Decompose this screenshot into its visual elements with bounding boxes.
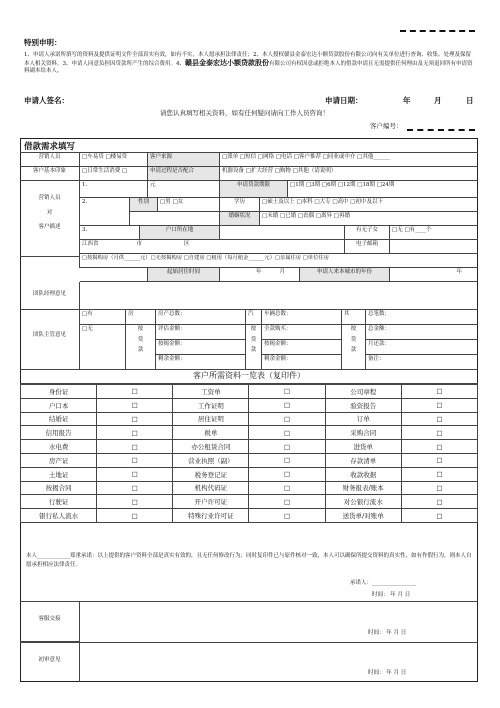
document-name: 办公租赁合同	[173, 440, 249, 454]
residence-time-input[interactable]: 年 月	[220, 268, 300, 282]
company-name: 赣县金泰宏达小额贷款股份	[185, 57, 270, 67]
document-checkbox[interactable]: □	[249, 495, 325, 509]
document-row	[21, 453, 478, 467]
document-name: 工资单	[173, 385, 249, 399]
marital-label: 婚姻状况	[220, 212, 260, 226]
document-name: 土地证	[21, 467, 97, 481]
client-source-options[interactable]: □派单 □短信 □网络 □电话 □客户推荐 □同业或中介 □其他______	[220, 153, 478, 167]
education-options[interactable]: □硕士及以上 □本科 □大专 □高中 □初中及以下	[260, 198, 478, 212]
initial-review-label: 初审意见	[20, 643, 80, 682]
loan-amount-unit[interactable]: 元	[148, 181, 220, 198]
application-date-label[interactable]: 申请日期：	[325, 96, 363, 105]
gender-label: 性别	[130, 198, 158, 212]
document-name: 开户许可证	[173, 495, 249, 509]
basic-impression-options[interactable]: □日常生活消费 □	[80, 167, 148, 181]
document-name: 对公银行流水	[325, 495, 401, 509]
process-cooperation-label: 申请过程是否配合	[148, 167, 220, 181]
description-item-2[interactable]: 2.	[80, 198, 130, 226]
description-item-3[interactable]: 3.	[80, 226, 140, 240]
instruction-text: 请您认真填写相关资料，如有任何疑问请向工作人员咨询！	[160, 109, 329, 117]
document-checkbox[interactable]: □	[249, 412, 325, 426]
mortgage-amount[interactable]: 按揭金额：	[156, 340, 246, 355]
document-checkbox[interactable]: □	[249, 453, 325, 467]
document-row	[21, 467, 478, 481]
document-name: 工作证明	[173, 398, 249, 412]
notice-heading: 特别申明：	[24, 38, 62, 47]
car-remaining-amount[interactable]: 剩余金额：	[262, 355, 342, 370]
education-label: 学历	[220, 198, 260, 212]
document-row	[21, 509, 478, 523]
document-name: 税单	[173, 426, 249, 440]
purpose-options[interactable]: 机器设备 □扩大经营 □购物 □其他（请说明）	[220, 167, 478, 181]
remaining-amount[interactable]: 剩余金额：	[156, 355, 246, 370]
other-char: 其	[342, 310, 366, 325]
document-checkbox[interactable]: □	[249, 385, 325, 399]
gender-options[interactable]: □男 □女	[158, 198, 220, 212]
document-name: 送货单/对账单	[325, 509, 401, 523]
blank-cell	[130, 212, 220, 226]
document-checkbox[interactable]: □	[401, 412, 477, 426]
section-title: 借款需求填写	[24, 142, 76, 152]
document-name: 身份证	[21, 385, 97, 399]
document-checkbox[interactable]: □	[97, 426, 173, 440]
client-basic-impression-label: 客户基本印象	[20, 167, 80, 181]
document-name: 税务登记证	[173, 467, 249, 481]
document-checkbox[interactable]: □	[97, 440, 173, 454]
document-checklist	[20, 384, 478, 523]
blank-cell	[80, 268, 148, 282]
document-name: 验资报告	[325, 398, 401, 412]
document-row	[21, 481, 478, 495]
car-mortgage-amount[interactable]: 按揭金额：	[262, 340, 342, 355]
car-char: 汽	[246, 310, 262, 325]
car-buy-price[interactable]: 全款购买：	[262, 325, 342, 340]
email-label: 电子邮箱	[345, 240, 390, 254]
document-checkbox[interactable]: □	[97, 467, 173, 481]
document-checkbox[interactable]: □	[249, 398, 325, 412]
promiser-field[interactable]: 承诺人：________________	[350, 580, 417, 586]
eval-amount[interactable]: 评估金额：	[156, 325, 246, 340]
document-name: 房产证	[21, 453, 97, 467]
document-checkbox[interactable]: □	[401, 440, 477, 454]
review-date[interactable]: 时间： 年 月 日	[368, 670, 407, 676]
document-checkbox[interactable]: □	[97, 412, 173, 426]
document-name: 户口本	[21, 398, 97, 412]
team-supervisor-label: 团队主管意见	[20, 310, 80, 370]
document-name: 进货单	[325, 440, 401, 454]
commitment-date[interactable]: 时间： 年 月 日	[372, 592, 411, 598]
team-manager-label: 团队经理意见	[20, 282, 80, 310]
marital-options[interactable]: □未婚 □已婚 □丧偶 □离异 □再婚	[260, 212, 478, 226]
document-name: 居住证明	[173, 412, 249, 426]
local-years-label: 申请人来本城市的年份	[300, 268, 390, 282]
signature-label[interactable]: 申请人签名：	[24, 96, 69, 105]
loan-term-options[interactable]: □1期 □3期 □6期 □12期 □18期 □24期	[288, 181, 478, 198]
other-amount[interactable]: 总金额：	[366, 325, 478, 340]
asset-yes[interactable]: □有	[80, 310, 126, 325]
email-input[interactable]	[390, 240, 478, 254]
blank-cell	[20, 257, 80, 268]
document-checkbox[interactable]: □	[401, 509, 477, 523]
document-name: 采购合同	[325, 426, 401, 440]
client-number-label[interactable]: 客户编号：	[370, 122, 403, 130]
document-checkbox[interactable]: □	[97, 509, 173, 523]
document-name: 机构代码证	[173, 481, 249, 495]
document-name: 银行私人流水	[21, 509, 97, 523]
document-list-title: 客户所需资料一览表（复印件）	[20, 370, 478, 384]
property-total[interactable]: 房产总数：	[156, 310, 246, 325]
hukou-label: 户口所在地	[140, 226, 220, 240]
document-checkbox[interactable]: □	[249, 440, 325, 454]
document-name: 水电费	[21, 440, 97, 454]
notice-body: 1、申请人承诺所填写的资料及提供证明文件全部真实有效，如有不实，本人愿承担法律责任；2、本人授权赣县金泰宏达小额贷款股份有限公司向有关单位进行查询、收集、处理及保留本人相关资料。3、申请人同意负担因贷款所产生的综合费用。4、赣县金泰宏达小额贷款股份有限公司有权因意或拒绝本人的借款申请且无需提供任何理由及无须退回所有申请资料副本给本人。	[24, 52, 473, 74]
document-row	[21, 412, 478, 426]
document-name: 财务报表/账本	[325, 481, 401, 495]
document-row	[21, 385, 478, 399]
document-checkbox[interactable]: □	[401, 467, 477, 481]
document-checkbox[interactable]: □	[401, 385, 477, 399]
document-checkbox[interactable]: □	[249, 509, 325, 523]
house-char: 房	[126, 310, 156, 325]
marketing-person-label: 营销人员	[20, 153, 80, 167]
document-checkbox[interactable]: □	[97, 495, 173, 509]
document-checkbox[interactable]: □	[249, 426, 325, 440]
housing-options[interactable]: □按揭购房（月供______元）□无按揭购房 □自建房 □租用（每月租金______元）□亲属住房 □单位住房	[80, 254, 478, 268]
document-checkbox[interactable]: □	[97, 385, 173, 399]
client-description-label: 营销人员 对 客户描述	[20, 181, 80, 257]
service-date[interactable]: 时间： 年 月 日	[368, 630, 407, 636]
description-item-1[interactable]: 1.	[80, 181, 148, 198]
date-month: 月	[434, 96, 442, 105]
date-day: 日	[466, 96, 474, 105]
document-name: 收款收据	[325, 467, 401, 481]
date-year: 年	[403, 96, 411, 105]
team-manager-opinion[interactable]	[80, 282, 478, 310]
loan-term-label: 申请贷款期限	[220, 181, 288, 198]
document-checkbox[interactable]: □	[401, 453, 477, 467]
document-name: 特殊行业许可证	[173, 509, 249, 523]
commitment-text: 本人____________郑重承诺：以上提供的客户资料全部是真实有效的，且无任何修改行为；同时复印件已与原件核对一致，本人可以确保所提交资料的真实性，如有作假行为，则本人自愿承担相应法律责任。	[26, 553, 472, 568]
document-checkbox[interactable]: □	[401, 398, 477, 412]
document-row	[21, 398, 478, 412]
top-dash	[400, 30, 475, 32]
car-total[interactable]: 车辆总数：	[262, 310, 342, 325]
document-checkbox[interactable]: □	[97, 398, 173, 412]
document-checkbox[interactable]: □	[401, 495, 477, 509]
children-label: 有无子女	[345, 226, 390, 240]
document-name: 行驶证	[21, 495, 97, 509]
document-name: 信用报告	[21, 426, 97, 440]
document-checkbox[interactable]: □	[401, 481, 477, 495]
document-checkbox[interactable]: □	[249, 481, 325, 495]
property-loan-label: 按 贷 款	[126, 325, 156, 370]
document-name: 订单	[325, 412, 401, 426]
service-handover-label: 客服交接	[20, 602, 80, 642]
children-options[interactable]: □无 □有____个	[390, 226, 478, 240]
document-checkbox[interactable]: □	[249, 467, 325, 481]
car-loan-label: 按 贷 款	[246, 325, 262, 370]
document-checkbox[interactable]: □	[401, 426, 477, 440]
loan-type-options[interactable]: □车易贷 □楼易贷	[80, 153, 148, 167]
other-loan-label: 按 贷 款	[342, 325, 366, 370]
document-row	[21, 495, 478, 509]
document-name: 营业执照（副）	[173, 453, 249, 467]
document-name: 存款清单	[325, 453, 401, 467]
remarks[interactable]: 备注：	[366, 355, 478, 370]
residence-time-label: 起始居住时间	[148, 268, 220, 282]
monthly-repayment[interactable]: 月还款：	[366, 340, 478, 355]
document-name: 按揭合同	[21, 481, 97, 495]
client-number-dash	[407, 129, 475, 131]
document-checkbox[interactable]: □	[97, 481, 173, 495]
local-years-input[interactable]: 年	[390, 268, 478, 282]
address-field[interactable]: 江西省 市 区	[80, 240, 345, 254]
other-total[interactable]: 总笔数：	[366, 310, 478, 325]
client-source-label: 客户来源	[148, 153, 220, 167]
document-checkbox[interactable]: □	[97, 453, 173, 467]
hukou-input[interactable]	[220, 226, 345, 240]
document-name: 公司章程	[325, 385, 401, 399]
document-name: 结婚证	[21, 412, 97, 426]
document-row	[21, 426, 478, 440]
asset-no[interactable]: □无	[80, 325, 126, 370]
document-row	[21, 440, 478, 454]
